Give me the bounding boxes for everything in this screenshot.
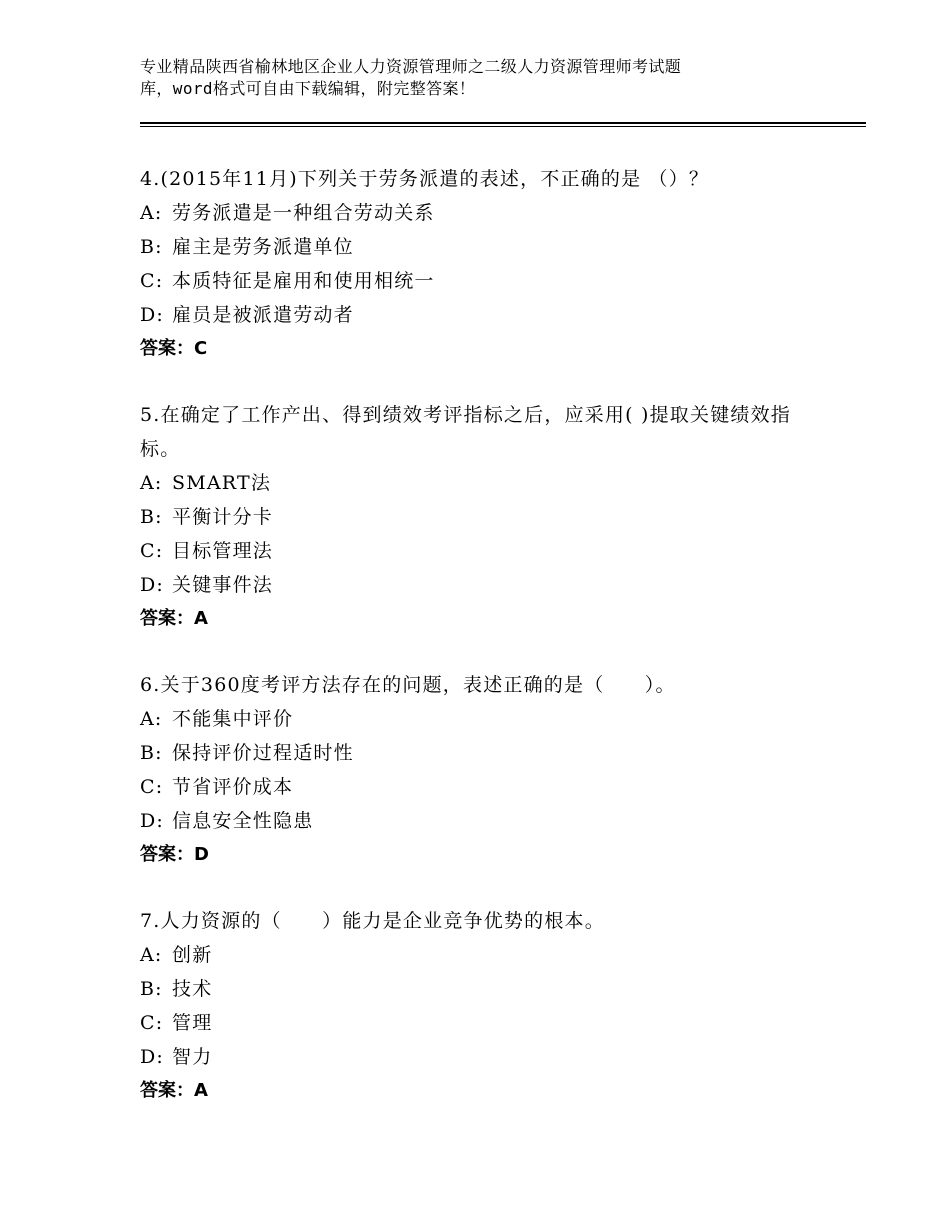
- question-stem: 6.关于360度考评方法存在的问题，表述正确的是（ ）。: [140, 674, 676, 696]
- question-6: [140, 668, 820, 872]
- option-text: 目标管理法: [172, 540, 274, 562]
- option-text: 劳务派遣是一种组合劳动关系: [172, 202, 435, 224]
- option-a: [140, 196, 820, 230]
- answer-label: 答案：A: [140, 1080, 208, 1101]
- question-stem: 4.(2015年11月)下列关于劳务派遣的表述，不正确的是 （）？: [140, 168, 710, 190]
- question-7: [140, 904, 820, 1108]
- option-letter: B:: [140, 978, 163, 1000]
- option-c: [140, 1006, 820, 1040]
- option-letter: A:: [140, 944, 163, 966]
- option-text: SMART法: [172, 472, 272, 494]
- option-letter: C:: [140, 540, 164, 562]
- option-text: 保持评价过程适时性: [172, 742, 354, 764]
- option-c: [140, 264, 820, 298]
- header-divider-thin: [140, 126, 866, 127]
- option-a: [140, 466, 820, 500]
- option-letter: C:: [140, 270, 164, 292]
- document-header: [140, 56, 780, 100]
- option-letter: B:: [140, 742, 163, 764]
- option-letter: D:: [140, 810, 165, 832]
- option-b: [140, 230, 820, 264]
- option-text: 信息安全性隐患: [172, 810, 314, 832]
- option-c: [140, 770, 820, 804]
- option-text: 创新: [172, 944, 213, 966]
- option-text: 不能集中评价: [172, 708, 294, 730]
- option-text: 智力: [172, 1046, 213, 1068]
- question-stem: 7.人力资源的（ ）能力是企业竞争优势的根本。: [140, 910, 605, 932]
- question-4: [140, 162, 820, 366]
- option-letter: A:: [140, 202, 163, 224]
- option-text: 节省评价成本: [172, 776, 294, 798]
- question-list: [140, 162, 820, 1140]
- option-text: 雇员是被派遣劳动者: [172, 304, 354, 326]
- option-text: 本质特征是雇用和使用相统一: [172, 270, 435, 292]
- option-text: 技术: [172, 978, 213, 1000]
- option-b: [140, 736, 820, 770]
- option-b: [140, 972, 820, 1006]
- option-letter: C:: [140, 776, 164, 798]
- option-letter: C:: [140, 1012, 164, 1034]
- question-stem: 5.在确定了工作产出、得到绩效考评指标之后，应采用( )提取关键绩效指标。: [140, 404, 791, 460]
- question-5: [140, 398, 820, 636]
- answer-label: 答案：A: [140, 608, 208, 629]
- option-text: 管理: [172, 1012, 213, 1034]
- header-title-line-2: 库，word格式可自由下载编辑，附完整答案！: [140, 79, 476, 98]
- answer-label: 答案：D: [140, 844, 209, 865]
- option-letter: D:: [140, 304, 165, 326]
- option-a: [140, 702, 820, 736]
- option-c: [140, 534, 820, 568]
- option-text: 平衡计分卡: [172, 506, 274, 528]
- option-d: [140, 804, 820, 838]
- option-letter: D:: [140, 574, 165, 596]
- option-letter: B:: [140, 236, 163, 258]
- option-letter: A:: [140, 708, 163, 730]
- option-d: [140, 1040, 820, 1074]
- option-letter: B:: [140, 506, 163, 528]
- option-text: 雇主是劳务派遣单位: [172, 236, 354, 258]
- option-a: [140, 938, 820, 972]
- header-title-line-1: 专业精品陕西省榆林地区企业人力资源管理师之二级人力资源管理师考试题: [140, 57, 682, 76]
- option-d: [140, 298, 820, 332]
- answer-label: 答案：C: [140, 338, 208, 359]
- header-divider-thick: [140, 122, 866, 124]
- option-letter: A:: [140, 472, 163, 494]
- option-letter: D:: [140, 1046, 165, 1068]
- option-b: [140, 500, 820, 534]
- option-d: [140, 568, 820, 602]
- option-text: 关键事件法: [172, 574, 274, 596]
